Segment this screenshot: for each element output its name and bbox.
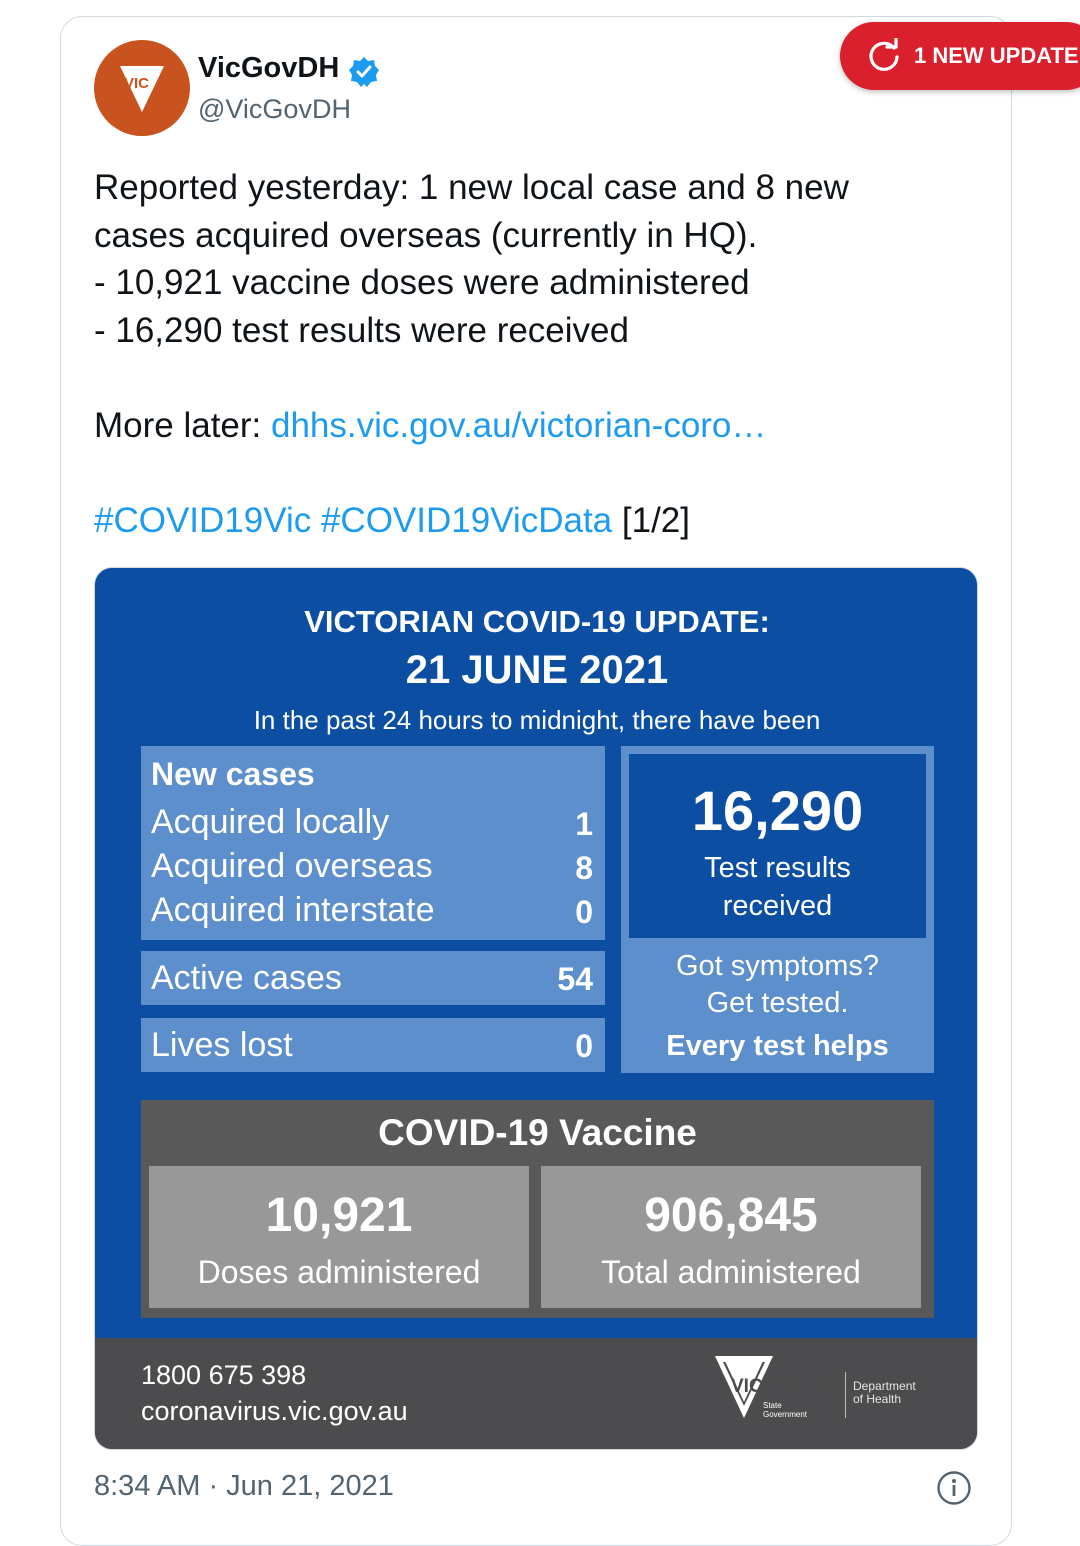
new-update-button[interactable]: [840, 22, 1080, 90]
acquired-locally-value: 1: [575, 806, 593, 842]
tweet-line-more: [94, 402, 994, 450]
symptoms-cta-line2: Get tested.: [706, 987, 849, 1019]
blank-line: [94, 449, 994, 497]
new-cases-box: [141, 746, 605, 940]
lives-lost-box: [141, 1018, 605, 1072]
acquired-overseas-value: 8: [575, 850, 593, 886]
tests-count-panel: [629, 754, 926, 938]
tweet-line-hashtags: [94, 497, 994, 545]
tweet-image[interactable]: [94, 567, 978, 1450]
doses-label: Doses administered: [197, 1254, 481, 1290]
tweet-line: cases acquired overseas (currently in HQ).: [94, 215, 758, 255]
logo-divider: [845, 1372, 846, 1418]
tests-value: 16,290: [691, 779, 864, 842]
total-box: [541, 1166, 921, 1308]
active-cases-label: Active cases: [151, 959, 342, 997]
infographic-date: 21 JUNE 2021: [405, 648, 669, 692]
tests-label-line1: Test results: [704, 852, 851, 884]
website-text: coronavirus.vic.gov.au: [141, 1396, 408, 1426]
infographic-title: VICTORIAN COVID-19 UPDATE:: [304, 604, 770, 639]
infographic-footer: [95, 1338, 978, 1450]
symptoms-cta-line3: Every test helps: [666, 1030, 889, 1062]
hotline-number: 1800 675 398: [141, 1360, 307, 1390]
new-cases-header: New cases: [151, 756, 315, 792]
infographic-subtitle: In the past 24 hours to midnight, there have been: [253, 705, 821, 735]
account-handle[interactable]: @VicGovDH: [198, 94, 351, 124]
victoria-government-logo-icon: [715, 1356, 839, 1430]
info-icon[interactable]: [936, 1470, 972, 1506]
blank-line: [94, 354, 994, 402]
lives-lost-label: Lives lost: [151, 1026, 293, 1064]
department-line2: of Health: [853, 1392, 902, 1406]
tests-label-line2: received: [722, 890, 833, 922]
tweet-link[interactable]: dhhs.vic.gov.au/victorian-coro…: [271, 405, 767, 445]
thread-marker: [1/2]: [621, 500, 690, 540]
victoria-logo-text: VICTORIA: [731, 1376, 822, 1397]
doses-value: 10,921: [265, 1189, 413, 1242]
tweet-timestamp[interactable]: 8:34 AM · Jun 21, 2021: [94, 1470, 394, 1502]
acquired-interstate-value: 0: [575, 894, 593, 930]
vaccine-panel: [141, 1100, 934, 1318]
acquired-interstate-label: Acquired interstate: [151, 891, 435, 929]
doses-box: [149, 1166, 529, 1308]
tweet-line: - 16,290 test results were received: [94, 310, 629, 350]
avatar[interactable]: [94, 40, 190, 136]
symptoms-cta-line1: Got symptoms?: [675, 950, 880, 982]
vaccine-title: COVID-19 Vaccine: [378, 1112, 697, 1153]
lives-lost-value: 0: [575, 1028, 593, 1064]
hashtag-covid19vicdata[interactable]: #COVID19VicData: [320, 500, 613, 540]
hashtag-covid19vic[interactable]: #COVID19Vic: [94, 500, 312, 540]
tweet-line: Reported yesterday: 1 new local case and 8 new: [94, 168, 849, 207]
more-later-text: More later:: [94, 405, 271, 445]
department-label: [853, 1380, 916, 1406]
tweet-line: - 10,921 vaccine doses were administered: [94, 263, 750, 302]
department-line1: Department: [853, 1379, 916, 1393]
total-value: 906,845: [644, 1189, 818, 1242]
logo-sub-state: State: [763, 1401, 782, 1410]
acquired-overseas-label: Acquired overseas: [151, 847, 433, 885]
logo-sub-government: Government: [763, 1410, 808, 1419]
new-update-label: 1 NEW UPDATE: [914, 43, 1079, 68]
victoria-logo-icon: [94, 40, 190, 136]
verified-badge-icon: [348, 56, 380, 88]
tests-box: [621, 746, 934, 1073]
refresh-icon: [866, 38, 902, 74]
account-name[interactable]: VicGovDH: [198, 52, 340, 84]
svg-text:VIC: VIC: [124, 75, 150, 92]
total-label: Total administered: [601, 1254, 861, 1290]
active-cases-box: [141, 951, 605, 1005]
acquired-locally-label: Acquired locally: [151, 803, 390, 841]
tweet-text: [94, 164, 994, 544]
active-cases-value: 54: [557, 961, 593, 997]
